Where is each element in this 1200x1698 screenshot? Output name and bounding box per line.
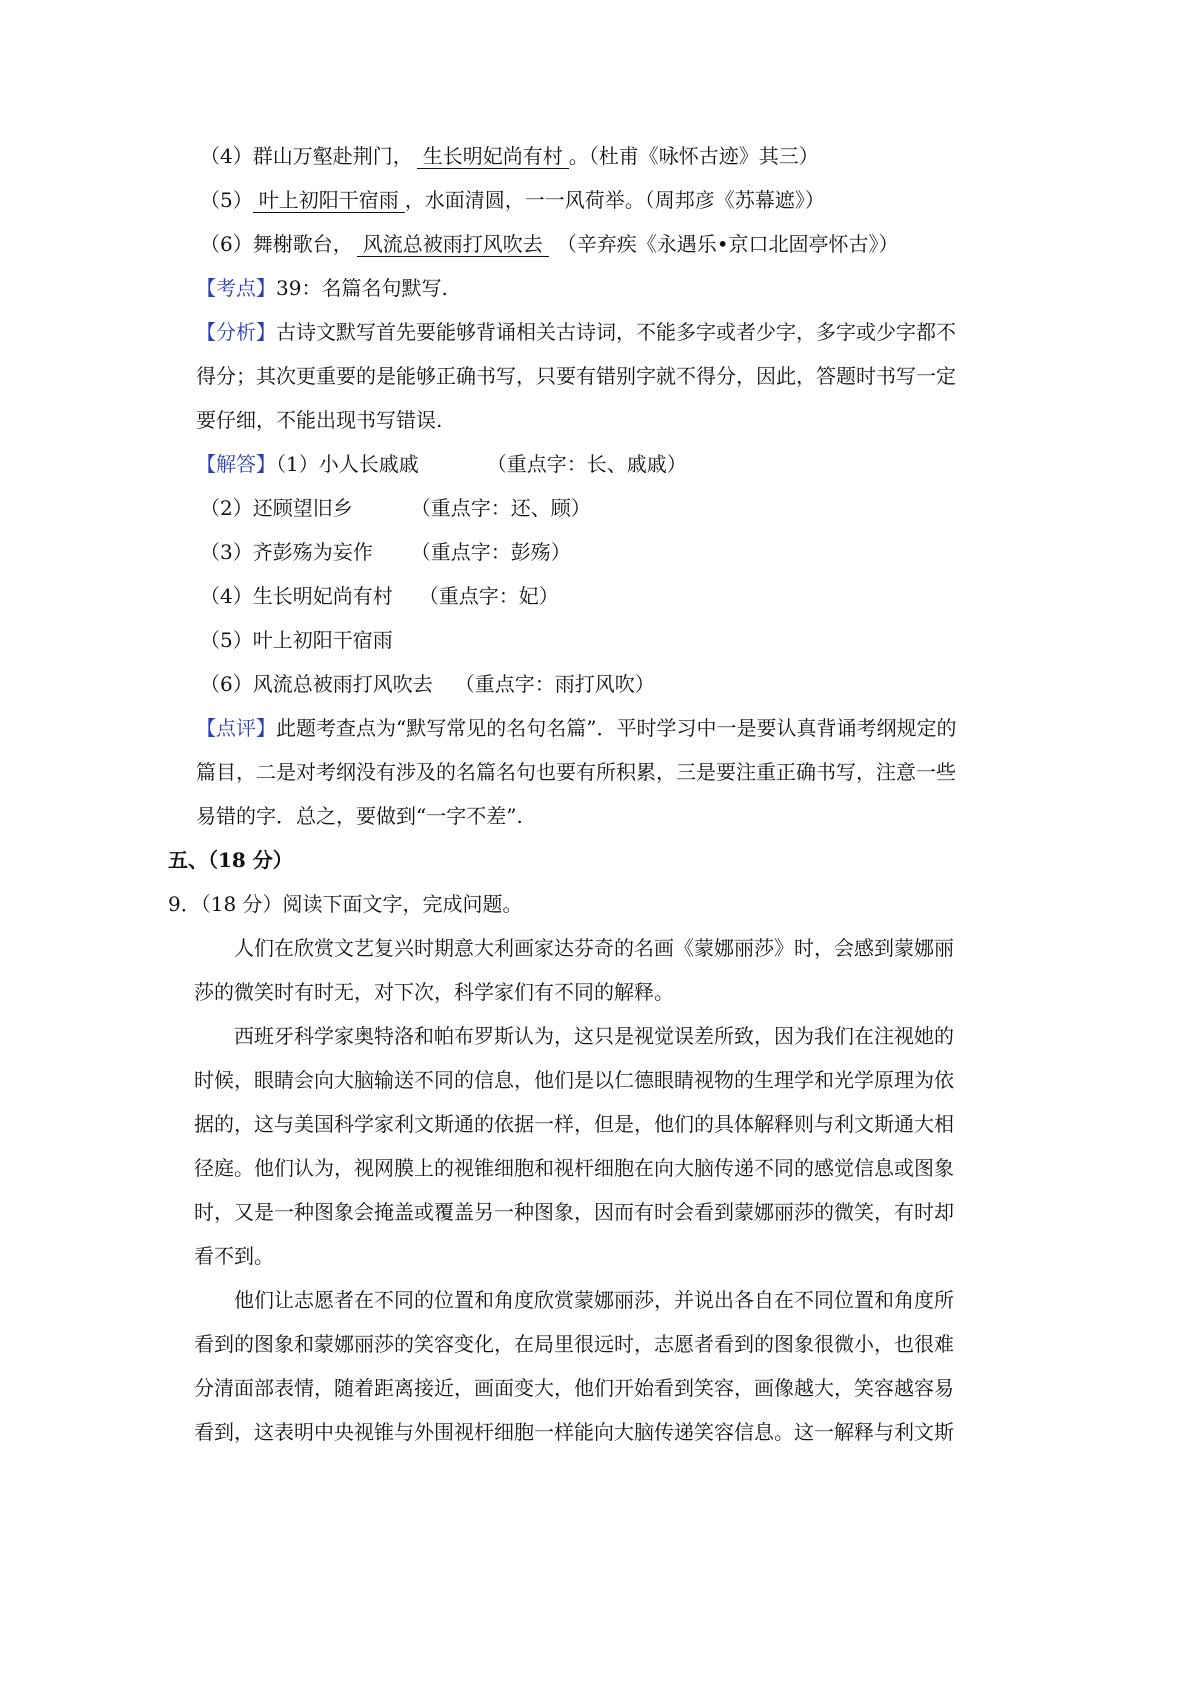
fenxi-line-2: 得分；其次更重要的是能够正确书写，只要有错别字就不得分，因此，答题时书写一定 — [196, 364, 956, 388]
item-4-answer-blank: 生长明妃尚有村 — [417, 144, 569, 169]
item-6 — [200, 230, 899, 258]
jieda-row-2 — [200, 494, 591, 522]
item-6-suffix: （辛弃疾《永遇乐•京口北固亭怀古》） — [556, 232, 899, 256]
jieda-answer-4: （4）生长明妃尚有村 — [200, 584, 393, 608]
passage-line-1: 人们在欣赏文艺复兴时期意大利画家达芬奇的名画《蒙娜丽莎》时，会感到蒙娜丽 — [234, 936, 954, 960]
passage-line-10: 看到的图象和蒙娜丽莎的笑容变化，在局里很远时，志愿者看到的图象很微小，也很难 — [194, 1332, 954, 1356]
jieda-key-6: （重点字：雨打风吹） — [454, 672, 655, 696]
item-4-prefix: （4）群山万壑赴荆门， — [200, 144, 413, 168]
passage-line-11: 分清面部表情，随着距离接近，画面变大，他们开始看到笑容，画像越大，笑容越容易 — [194, 1376, 954, 1400]
dianping-tag: 【点评】 — [196, 716, 276, 740]
jieda-answer-2: （2）还顾望旧乡 — [200, 496, 353, 520]
jieda-answer-1: （1）小人长戚戚 — [276, 452, 419, 476]
dianping-line-3: 易错的字．总之，要做到“一字不差”. — [196, 804, 523, 828]
kaodian-text: 39：名篇名句默写. — [276, 276, 448, 300]
jieda-row-4 — [200, 582, 559, 610]
passage-line-7: 时，又是一种图象会掩盖或覆盖另一种图象，因而有时会看到蒙娜丽莎的微笑，有时却 — [194, 1200, 954, 1224]
fenxi-line-3: 要仔细，不能出现书写错误. — [196, 408, 443, 432]
passage-line-2: 莎的微笑时有时无，对下次，科学家们有不同的解释。 — [194, 980, 674, 1004]
fenxi-line-1 — [196, 318, 956, 346]
jieda-row-3 — [200, 538, 571, 566]
passage-line-8: 看不到。 — [194, 1244, 274, 1268]
dianping-line-1 — [196, 714, 956, 742]
kaodian-tag: 【考点】 — [196, 276, 276, 300]
passage-line-12: 看到，这表明中央视锥与外围视杆细胞一样能向大脑传递笑容信息。这一解释与利文斯 — [194, 1420, 954, 1444]
jieda-answer-3: （3）齐彭殇为妄作 — [200, 540, 373, 564]
section-title: 五、（18 分） — [168, 848, 293, 872]
passage-line-6: 径庭。他们认为，视网膜上的视锥细胞和视杆细胞在向大脑传递不同的感觉信息或图象 — [194, 1156, 954, 1180]
passage-line-5: 据的，这与美国科学家利文斯通的依据一样，但是，他们的具体解释则与利文斯通大相 — [194, 1112, 954, 1136]
fenxi-tag: 【分析】 — [196, 320, 276, 344]
kaodian-line — [196, 274, 448, 302]
jieda-answer-6: （6）风流总被雨打风吹去 — [200, 672, 433, 696]
jieda-row-1 — [196, 450, 687, 478]
jieda-key-2: （重点字：还、顾） — [410, 496, 591, 520]
item-4-suffix: 。（杜甫《咏怀古迹》其三） — [568, 144, 819, 168]
question-stem: 9．（18 分）阅读下面文字，完成问题。 — [168, 892, 523, 916]
fenxi-text-1: 古诗文默写首先要能够背诵相关古诗词，不能多字或者少字，多字或少字都不 — [276, 320, 956, 344]
item-4 — [200, 142, 819, 170]
jieda-row-6 — [200, 670, 655, 698]
dianping-text-1: 此题考查点为“默写常见的名句名篇”．平时学习中一是要认真背诵考纲规定的 — [276, 716, 957, 740]
item-6-answer-blank: 风流总被雨打风吹去 — [357, 232, 549, 257]
jieda-row-5 — [200, 626, 393, 654]
passage-line-9: 他们让志愿者在不同的位置和角度欣赏蒙娜丽莎，并说出各自在不同位置和角度所 — [234, 1288, 954, 1312]
item-5 — [200, 186, 825, 214]
item-5-answer-blank: 叶上初阳干宿雨 — [253, 188, 405, 213]
passage-line-4: 时候，眼睛会向大脑输送不同的信息，他们是以仁德眼睛视物的生理学和光学原理为依 — [194, 1068, 954, 1092]
dianping-line-2: 篇目，二是对考纲没有涉及的名篇名句也要有所积累，三是要注重正确书写，注意一些 — [196, 760, 956, 784]
item-5-suffix: ，水面清圆，一一风荷举。（周邦彦《苏幕遮》） — [404, 188, 825, 212]
jieda-key-1: （重点字：长、戚戚） — [486, 452, 687, 476]
jieda-answer-5: （5）叶上初阳干宿雨 — [200, 628, 393, 652]
item-6-prefix: （6）舞榭歌台， — [200, 232, 353, 256]
jieda-key-3: （重点字：彭殇） — [410, 540, 571, 564]
passage-line-3: 西班牙科学家奥特洛和帕布罗斯认为，这只是视觉误差所致，因为我们在注视她的 — [234, 1024, 954, 1048]
jieda-tag: 【解答】 — [196, 452, 276, 476]
item-5-prefix: （5） — [200, 188, 253, 212]
jieda-key-4: （重点字：妃） — [418, 584, 559, 608]
